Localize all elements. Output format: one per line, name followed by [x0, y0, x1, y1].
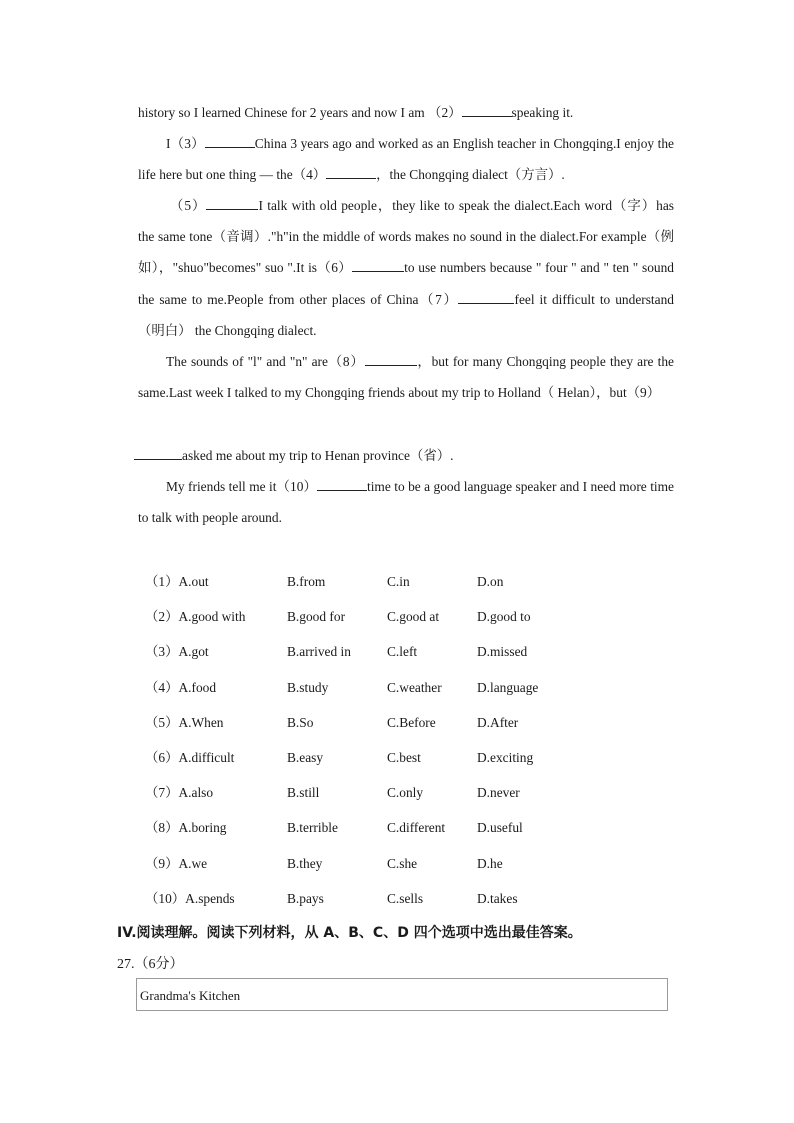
option-c[interactable]: C.good at	[387, 609, 440, 625]
option-b[interactable]: B.pays	[287, 890, 324, 906]
passage-text: history so I learned Chinese for 2 years and now I am （2）	[138, 105, 462, 120]
option-a[interactable]: （5）A.When	[145, 714, 224, 730]
passage-paragraph-6	[138, 471, 674, 533]
passage-text: China 3 years ago and worked as an English teacher in Chongqing.I enjoy the life here but one thing — the（4）	[138, 136, 674, 183]
passage-text: asked me about my trip to Henan province（省）.	[182, 448, 454, 463]
passage-paragraph-2	[138, 128, 674, 190]
answer-blank-3[interactable]	[205, 135, 255, 148]
passage-text: I（3）	[166, 136, 205, 151]
answer-blank-2[interactable]	[462, 104, 512, 117]
option-b[interactable]: B.from	[287, 574, 326, 589]
answer-blank-7[interactable]	[458, 291, 514, 304]
option-a[interactable]: （7）A.also	[145, 785, 214, 801]
passage-text: ，but for many Chongqing people they are the same.Last week I talked to my Chongqing friends about my trip to Holland（ Helan），but（9）	[138, 354, 674, 401]
option-d[interactable]: D.useful	[477, 820, 523, 836]
passage-text: I talk with old people，they like to speak the dialect.Each word（字）has the same tone（音调）."h"in the middle of words makes no sound in the dialect.For example（例如），"shuo"becomes" suo ".It is（6）	[138, 198, 674, 276]
option-d[interactable]: D.never	[477, 785, 520, 801]
option-d[interactable]: D.exciting	[477, 749, 534, 765]
option-c[interactable]: C.in	[387, 574, 410, 589]
option-d[interactable]: D.takes	[477, 890, 518, 906]
option-d[interactable]: D.good to	[477, 609, 531, 625]
question-number: 27.（6分）	[117, 957, 184, 972]
option-d[interactable]: D.language	[477, 679, 539, 695]
reading-title-box	[136, 978, 668, 1011]
option-a[interactable]: （3）A.got	[145, 644, 209, 660]
answer-blank-8[interactable]	[365, 353, 417, 366]
passage-text: ，the Chongqing dialect（方言）.	[376, 167, 565, 183]
option-a[interactable]: （4）A.food	[145, 679, 217, 695]
passage-text: time to be a good language speaker and I need more time to talk with people around.	[138, 479, 674, 526]
option-d[interactable]: D.on	[477, 574, 504, 589]
option-a[interactable]: （10）A.spends	[145, 890, 235, 906]
option-c[interactable]: C.sells	[387, 890, 424, 906]
option-c[interactable]: C.best	[387, 749, 421, 765]
option-a[interactable]: （6）A.difficult	[145, 749, 235, 765]
section-heading: IV.阅读理解。阅读下列材料，从 A、B、C、D 四个选项中选出最佳答案。	[117, 925, 582, 941]
option-b[interactable]: B.easy	[287, 749, 324, 765]
passage-paragraph-3	[138, 190, 674, 346]
answer-blank-10[interactable]	[317, 478, 367, 491]
passage-text: The sounds of "l" and "n" are（8）	[166, 354, 365, 369]
passage-text: My friends tell me it（10）	[166, 479, 317, 494]
passage-text: （5）	[170, 198, 207, 213]
option-c[interactable]: C.Before	[387, 714, 436, 730]
option-d[interactable]: D.missed	[477, 644, 528, 660]
passage-paragraph-5	[134, 440, 670, 471]
option-b[interactable]: B.they	[287, 855, 323, 871]
option-a[interactable]: （8）A.boring	[145, 820, 227, 836]
answer-blank-5[interactable]	[206, 197, 258, 210]
option-b[interactable]: B.still	[287, 785, 320, 801]
option-d[interactable]: D.After	[477, 714, 519, 730]
option-a[interactable]: （9）A.we	[145, 855, 208, 871]
option-b[interactable]: B.arrived in	[287, 644, 351, 660]
answer-blank-9[interactable]	[134, 447, 182, 460]
passage-text: to use numbers because " four " and " ten " sound the same to me.People from other places of China（7）	[138, 260, 674, 307]
passage-text: speaking it.	[511, 105, 574, 120]
option-b[interactable]: B.terrible	[287, 820, 338, 836]
option-a[interactable]: （2）A.good with	[145, 609, 246, 625]
option-c[interactable]: C.only	[387, 785, 424, 801]
passage-paragraph-1	[138, 97, 674, 128]
passage-text: feel it difficult to understand（明白） the Chongqing dialect.	[138, 291, 674, 338]
option-d[interactable]: D.he	[477, 855, 503, 871]
reading-title: Grandma's Kitchen	[140, 988, 241, 1003]
option-a[interactable]: （1）A.out	[145, 574, 209, 589]
answer-blank-6[interactable]	[352, 259, 404, 272]
answer-blank-4[interactable]	[326, 166, 376, 179]
option-b[interactable]: B.good for	[287, 609, 346, 625]
option-b[interactable]: B.So	[287, 714, 314, 730]
option-c[interactable]: C.she	[387, 855, 418, 871]
option-b[interactable]: B.study	[287, 679, 329, 695]
option-c[interactable]: C.weather	[387, 679, 442, 695]
option-c[interactable]: C.different	[387, 820, 446, 836]
option-c[interactable]: C.left	[387, 644, 418, 660]
passage-paragraph-4	[138, 346, 674, 408]
